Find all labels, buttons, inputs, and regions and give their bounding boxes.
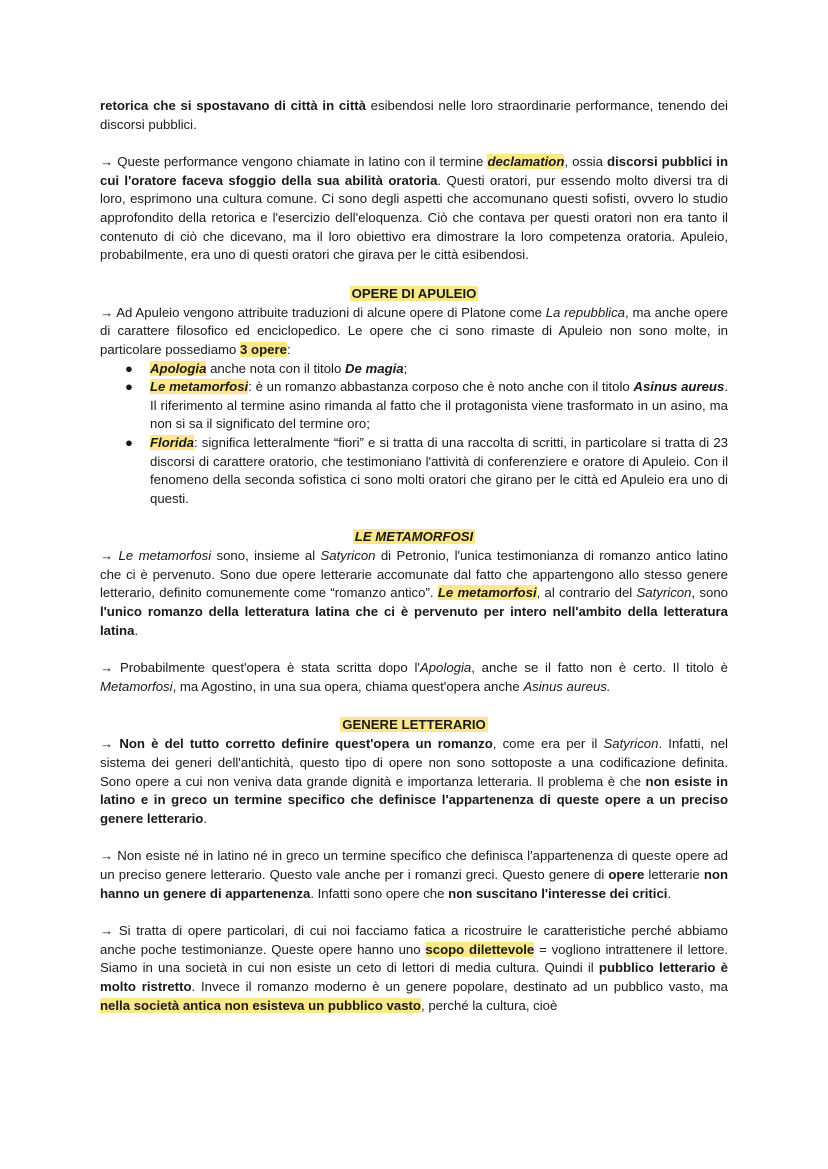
italic-text: La repubblica [545, 304, 626, 320]
text: → Ad Apuleio vengono attribuite traduzioni di alcune opere di Platone come [100, 304, 546, 320]
text: : è un romanzo abbastanza corposo che è noto anche con il titolo [248, 379, 634, 395]
bold-text: l'unico romanzo della letteratura latina che ci è pervenuto per intero nell'ambito della letteratura latina [100, 604, 728, 638]
paragraph-metamorfosi [100, 547, 728, 640]
highlight-declamation: declamation [487, 154, 565, 170]
text: : [286, 341, 291, 357]
bold-text: pubblico letterario è molto ristretto [100, 960, 728, 994]
text: . [667, 885, 672, 901]
italic-text: Apologia [419, 660, 472, 676]
text: , ma anche opere di carattere filosofico ed enciclopedico. Le opere che ci sono rimaste di Apuleio non sono molte, in particolare possediamo [100, 304, 729, 357]
heading-text: LE METAMORFOSI [354, 529, 474, 545]
bold-text: retorica che si spostavano di città in città [100, 98, 366, 113]
highlight-le-metamorfosi: Le metamorfosi [150, 379, 249, 395]
highlight-apologia: Apologia [150, 360, 207, 376]
text: anche nota con il titolo [206, 360, 345, 376]
heading-le-metamorfosi [100, 527, 728, 547]
paragraph-non-esiste [100, 847, 728, 903]
bullet-icon: ● [125, 360, 133, 376]
text: . [203, 810, 208, 826]
text: . Infatti, nel sistema dei generi dell'antichità, questo tipo di opere non sono sottoposte a una codificazione definita. Sono opere a cui non veniva data grande dignità e importanza letteraria. Il problema è che [100, 736, 728, 789]
bold-italic-text: Asinus aureus [633, 379, 725, 395]
heading-text: GENERE LETTERARIO [342, 717, 486, 733]
list-item-metamorfosi [125, 378, 728, 434]
heading-text: OPERE DI APULEIO [351, 285, 477, 301]
text: . Questi oratori, pur essendo molto diversi tra di loro, esprimono una cultura comune. Ci sono degli aspetti che accomunano questi sofisti, ovvero lo studio approfondito della retorica e l'esercizio dell'eloquenza. Ciò che contava per questi oratori non era tanto il contenuto di ciò che dicevano, ma il loro obiettivo era dimostrare la loro competenza oratoria. Apuleio, probabilmente, era uno di questi oratori che girava per le città esibendosi. [100, 172, 728, 263]
paragraph-apologia [100, 659, 728, 696]
text: , ossia [564, 154, 608, 170]
text: , perché la cultura, cioè [421, 997, 558, 1013]
list-item-florida [125, 434, 728, 508]
italic-text: Satyricon [603, 736, 659, 752]
text: esibendosi nelle loro straordinarie performance, tenendo dei discorsi pubblici. [100, 98, 728, 132]
bold-text: non esiste in latino e in greco un termine specifico che definisce l'appartenenza di queste opere a un preciso genere letterario [100, 773, 729, 826]
bold-italic-text: De magia [344, 360, 404, 376]
text: → Probabilmente quest'opera è stata scritta dopo l' [100, 660, 420, 676]
text: , come era per il [492, 736, 604, 752]
paragraph-opere [100, 304, 728, 360]
text: , al contrario del [536, 585, 637, 601]
text: . Invece il romanzo moderno è un genere popolare, destinato ad un pubblico vasto, ma [191, 978, 728, 994]
bullet-icon: ● [125, 379, 133, 395]
text: letterarie [644, 867, 704, 882]
text: , sono [691, 585, 728, 601]
italic-text: Asinus aureus. [523, 678, 611, 694]
text: , anche se il fatto non è certo. Il titolo è [471, 660, 728, 676]
text: → [100, 548, 119, 564]
document-page [100, 97, 728, 1015]
text: . Il riferimento al termine asino rimanda al fatto che il protagonista viene trasformato in un asino, ma non si sa il significato del termine oro; [150, 379, 728, 432]
list-item-apologia [125, 360, 728, 379]
paragraph-declamation [100, 153, 728, 265]
paragraph-opere-particolari [100, 922, 728, 1015]
bold-text: non suscitano l'interesse dei critici [448, 885, 668, 901]
bold-text: → Non è del tutto corretto definire quest'opera un romanzo [100, 736, 493, 752]
paragraph-sofisti [100, 97, 728, 134]
works-list [100, 360, 728, 509]
text: di Petronio, l'unica testimonianza di romanzo antico latino che ci è pervenuto. Sono due opere letterarie accomunate dal fatto che appartengono allo stesso genere letterario, definito comunemente come “romanzo antico”. [100, 548, 728, 601]
text: ; [403, 360, 408, 376]
text: → Queste performance vengono chiamate in latino con il termine [100, 154, 488, 170]
text: . [134, 622, 139, 638]
italic-text: Satyricon [320, 548, 376, 564]
italic-text: Satyricon [636, 585, 692, 601]
bold-text: non hanno un genere di appartenenza [100, 867, 728, 901]
text: = vogliono intrattenere il lettore. Siamo in una società in cui non esiste un ceto di lettori di media cultura. Quindi il [100, 941, 728, 976]
italic-text: Metamorfosi [100, 678, 173, 694]
highlight-pubblico-vasto: nella società antica non esisteva un pubblico vasto [100, 997, 421, 1013]
text: → Non esiste né in latino né in greco un termine specifico che definisca l'appartenenza di queste opere ad un preciso genere letterario. Questo vale anche per i romanzi greci. Questo genere di [100, 848, 728, 882]
highlight-3-opere: 3 opere [240, 341, 287, 357]
highlight-le-metamorfosi: Le metamorfosi [437, 585, 537, 601]
text: : significa letteralmente “fiori” e si tratta di una raccolta di scritti, in particolare si tratta di 23 discorsi di carattere oratorio, che testimoniano l'attività di conferenziere e oratore di Apuleio. Con il fenomeno della seconda sofistica ci sono molti oratori che girano per le città ed Apuleio era uno di questi. [150, 434, 728, 506]
text: → Si tratta di opere particolari, di cui noi facciamo fatica a ricostruire le caratteristiche perché abbiamo anche poche testimonianze. Queste opere hanno uno [100, 923, 728, 957]
bold-text: discorsi pubblici in cui l'oratore faceva sfoggio della sua abilità oratoria [100, 154, 729, 188]
italic-text: Le metamorfosi [118, 548, 212, 564]
heading-genere-letterario [100, 715, 728, 735]
text: , ma Agostino, in una sua opera, chiama quest'opera anche [172, 678, 524, 694]
bold-text: opere [608, 867, 645, 882]
paragraph-genere [100, 735, 728, 828]
text: sono, insieme al [211, 548, 321, 564]
bullet-icon: ● [125, 434, 133, 450]
highlight-florida: Florida [150, 434, 194, 450]
text: . Infatti sono opere che [310, 885, 449, 901]
highlight-scopo-dilettevole: scopo dilettevole [425, 941, 535, 957]
heading-opere-di-apuleio [100, 284, 728, 304]
